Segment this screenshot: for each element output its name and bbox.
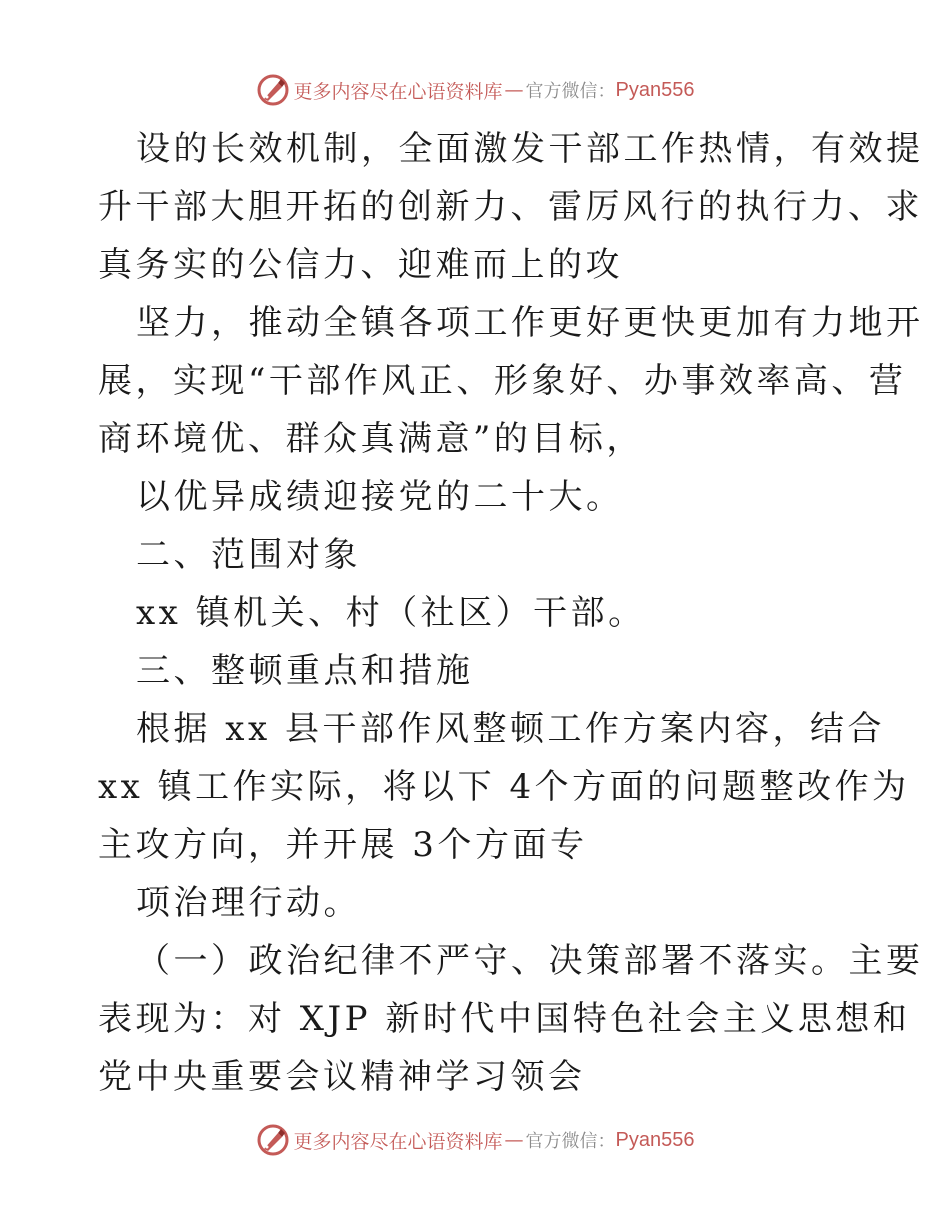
text-line: 项治理行动。: [136, 883, 361, 923]
text-line: 表现为：对 XJP 新时代中国特色社会主义思想和: [98, 999, 911, 1039]
watermark-title: 更多内容尽在心语资料库: [293, 1130, 503, 1153]
text-line: （一）政治纪律不严守、决策部署不落实。主要: [136, 941, 924, 981]
watermark-label: 官方微信：: [525, 1131, 616, 1152]
text-line: 根据 xx 县干部作风整顿工作方案内容，结合: [136, 709, 885, 749]
watermark-separator: —: [504, 79, 524, 101]
watermark-wechat-id: Pyan556: [615, 78, 695, 101]
pen-logo-icon: [256, 1123, 290, 1157]
text-line: 以优异成绩迎接党的二十大。: [136, 477, 624, 517]
text-line: 真务实的公信力、迎难而上的攻: [98, 245, 623, 285]
watermark-label: 官方微信：: [525, 81, 616, 102]
text-line: 展，实现“干部作风正、形象好、办事效率高、营: [98, 361, 907, 401]
text-line: 设的长效机制，全面激发干部工作热情，有效提: [136, 129, 924, 169]
text-line: 坚力，推动全镇各项工作更好更快更加有力地开: [136, 303, 924, 343]
watermark-separator: —: [504, 1129, 524, 1151]
watermark-footer: [0, 1118, 950, 1162]
text-line: 商环境优、群众真满意”的目标，: [98, 419, 644, 459]
watermark-wechat-id: Pyan556: [615, 1128, 695, 1151]
text-line: xx 镇机关、村（社区）干部。: [136, 593, 646, 633]
text-line: 党中央重要会议精神学习领会: [98, 1057, 586, 1097]
document-body: [98, 120, 924, 1106]
text-line: xx 镇工作实际，将以下 4个方面的问题整改作为: [98, 767, 910, 807]
watermark-title: 更多内容尽在心语资料库: [293, 80, 503, 103]
watermark-header: [0, 68, 950, 112]
pen-logo-icon: [256, 73, 290, 107]
text-line: 升干部大胆开拓的创新力、雷厉风行的执行力、求: [98, 187, 923, 227]
section-heading: 二、范围对象: [136, 535, 361, 575]
section-heading: 三、整顿重点和措施: [136, 651, 474, 691]
text-line: 主攻方向，并开展 3个方面专: [98, 825, 588, 865]
